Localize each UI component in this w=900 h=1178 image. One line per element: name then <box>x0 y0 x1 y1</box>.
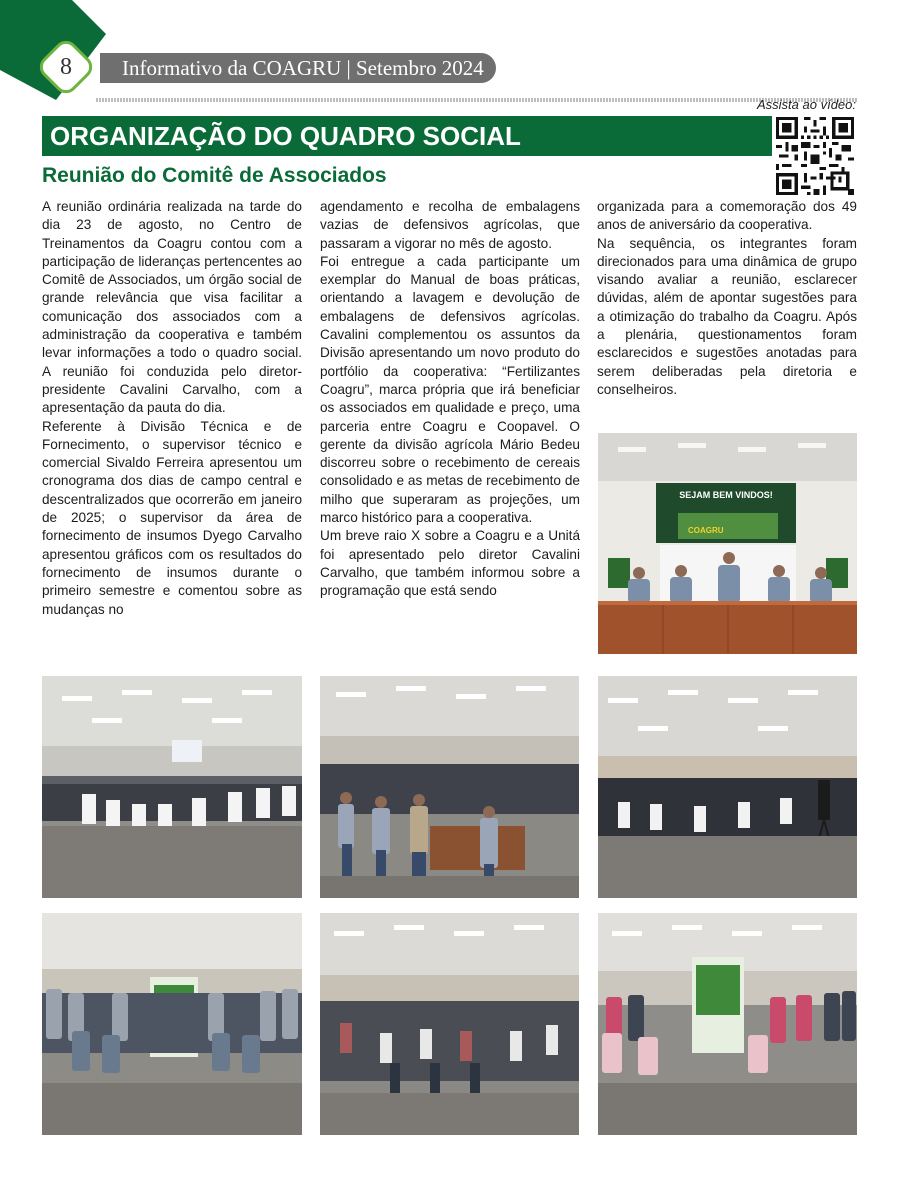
photo-audience-left <box>42 676 302 898</box>
publication-title: Informativo da COAGRU | Setembro 2024 <box>122 56 484 80</box>
paragraph: A reunião ordinária realizada na tarde do dia 23 de agosto, no Centro de Treinamentos da Coagru contou com a participação de lideranças pertencentes ao Comitê de Associados, um órgão social de grande relevância que visa facilitar a comunicação dos associados com a administração da cooperativa e também levar informações a todo o quadro social. A reunião foi conduzida pelo diretor-presidente Cavalini Carvalho, com a apresentação da pauta do dia. <box>42 199 302 416</box>
photo-group-men <box>42 913 302 1135</box>
photo-group-women <box>598 913 857 1135</box>
paragraph: organizada para a comemoração dos 49 anos de aniversário da cooperativa. <box>597 199 857 233</box>
text-column-2 <box>320 198 580 601</box>
photo-speakers-front <box>320 676 579 898</box>
section-title: ORGANIZAÇÃO DO QUADRO SOCIAL <box>50 121 521 151</box>
photo-audience-right <box>598 676 857 898</box>
paragraph: Foi entregue a cada participante um exemplar do Manual de boas práticas, orientando a lavagem e devolução de embalagens de defensivos agrícolas. Cavalini complementou os assuntos da Divisão apresentando um novo produto do portfólio da cooperativa: “Fertilizantes Coagru”, marca própria que irá beneficiar os associados em qualidade e preço, uma parceria entre Coagru e Coopavel. O gerente da divisão agrícola Mário Bedeu discorreu sobre o recebimento de cereais consolidado e as metas de recebimento de milho que superaram as projeções, um marco histórico para a cooperativa. <box>320 253 580 526</box>
qr-label: Assista ao vídeo: <box>757 97 856 112</box>
stage-banner-text: SEJAM BEM VINDOS! <box>679 490 773 500</box>
text-column-3 <box>597 198 857 399</box>
photo-head-table <box>598 433 857 654</box>
paragraph: Referente à Divisão Técnica e de Fornecimento, o supervisor técnico e comercial Sivaldo Ferreira apresentou um cronograma dos dias de campo central e descentralizados que ocorrerão em janeiro de 2025; o supervisor da área de fornecimento de insumos Dyego Carvalho apresentou gráficos com os resultados do fornecimento de insumos durante o primeiro semestre e comentou sobre as mudanças no <box>42 418 302 617</box>
qr-code-icon[interactable] <box>776 117 854 195</box>
paragraph: Na sequência, os integrantes foram direcionados para uma dinâmica de grupo visando avaliar a reunião, esclarecer dúvidas, além de apontar sugestões para a otimização do trabalho da Coagru. Após a plenária, questionamentos foram esclarecidos e sugestões anotadas para serem deliberadas pela diretoria e conselheiros. <box>597 235 857 397</box>
paragraph: agendamento e recolha de embalagens vazias de defensivos agrícolas, que passaram a vigorar no mês de agosto. <box>320 199 580 251</box>
stage-banner-logo: COAGRU <box>688 526 724 535</box>
paragraph: Um breve raio X sobre a Coagru e a Unitá foi apresentado pelo diretor Cavalini Carvalho, que também informou sobre a programação que está sendo <box>320 528 580 599</box>
article-subtitle: Reunião do Comitê de Associados <box>42 164 387 187</box>
photo-group-crowd <box>320 913 579 1135</box>
text-column-1 <box>42 198 302 619</box>
page-number: 8 <box>60 54 72 80</box>
